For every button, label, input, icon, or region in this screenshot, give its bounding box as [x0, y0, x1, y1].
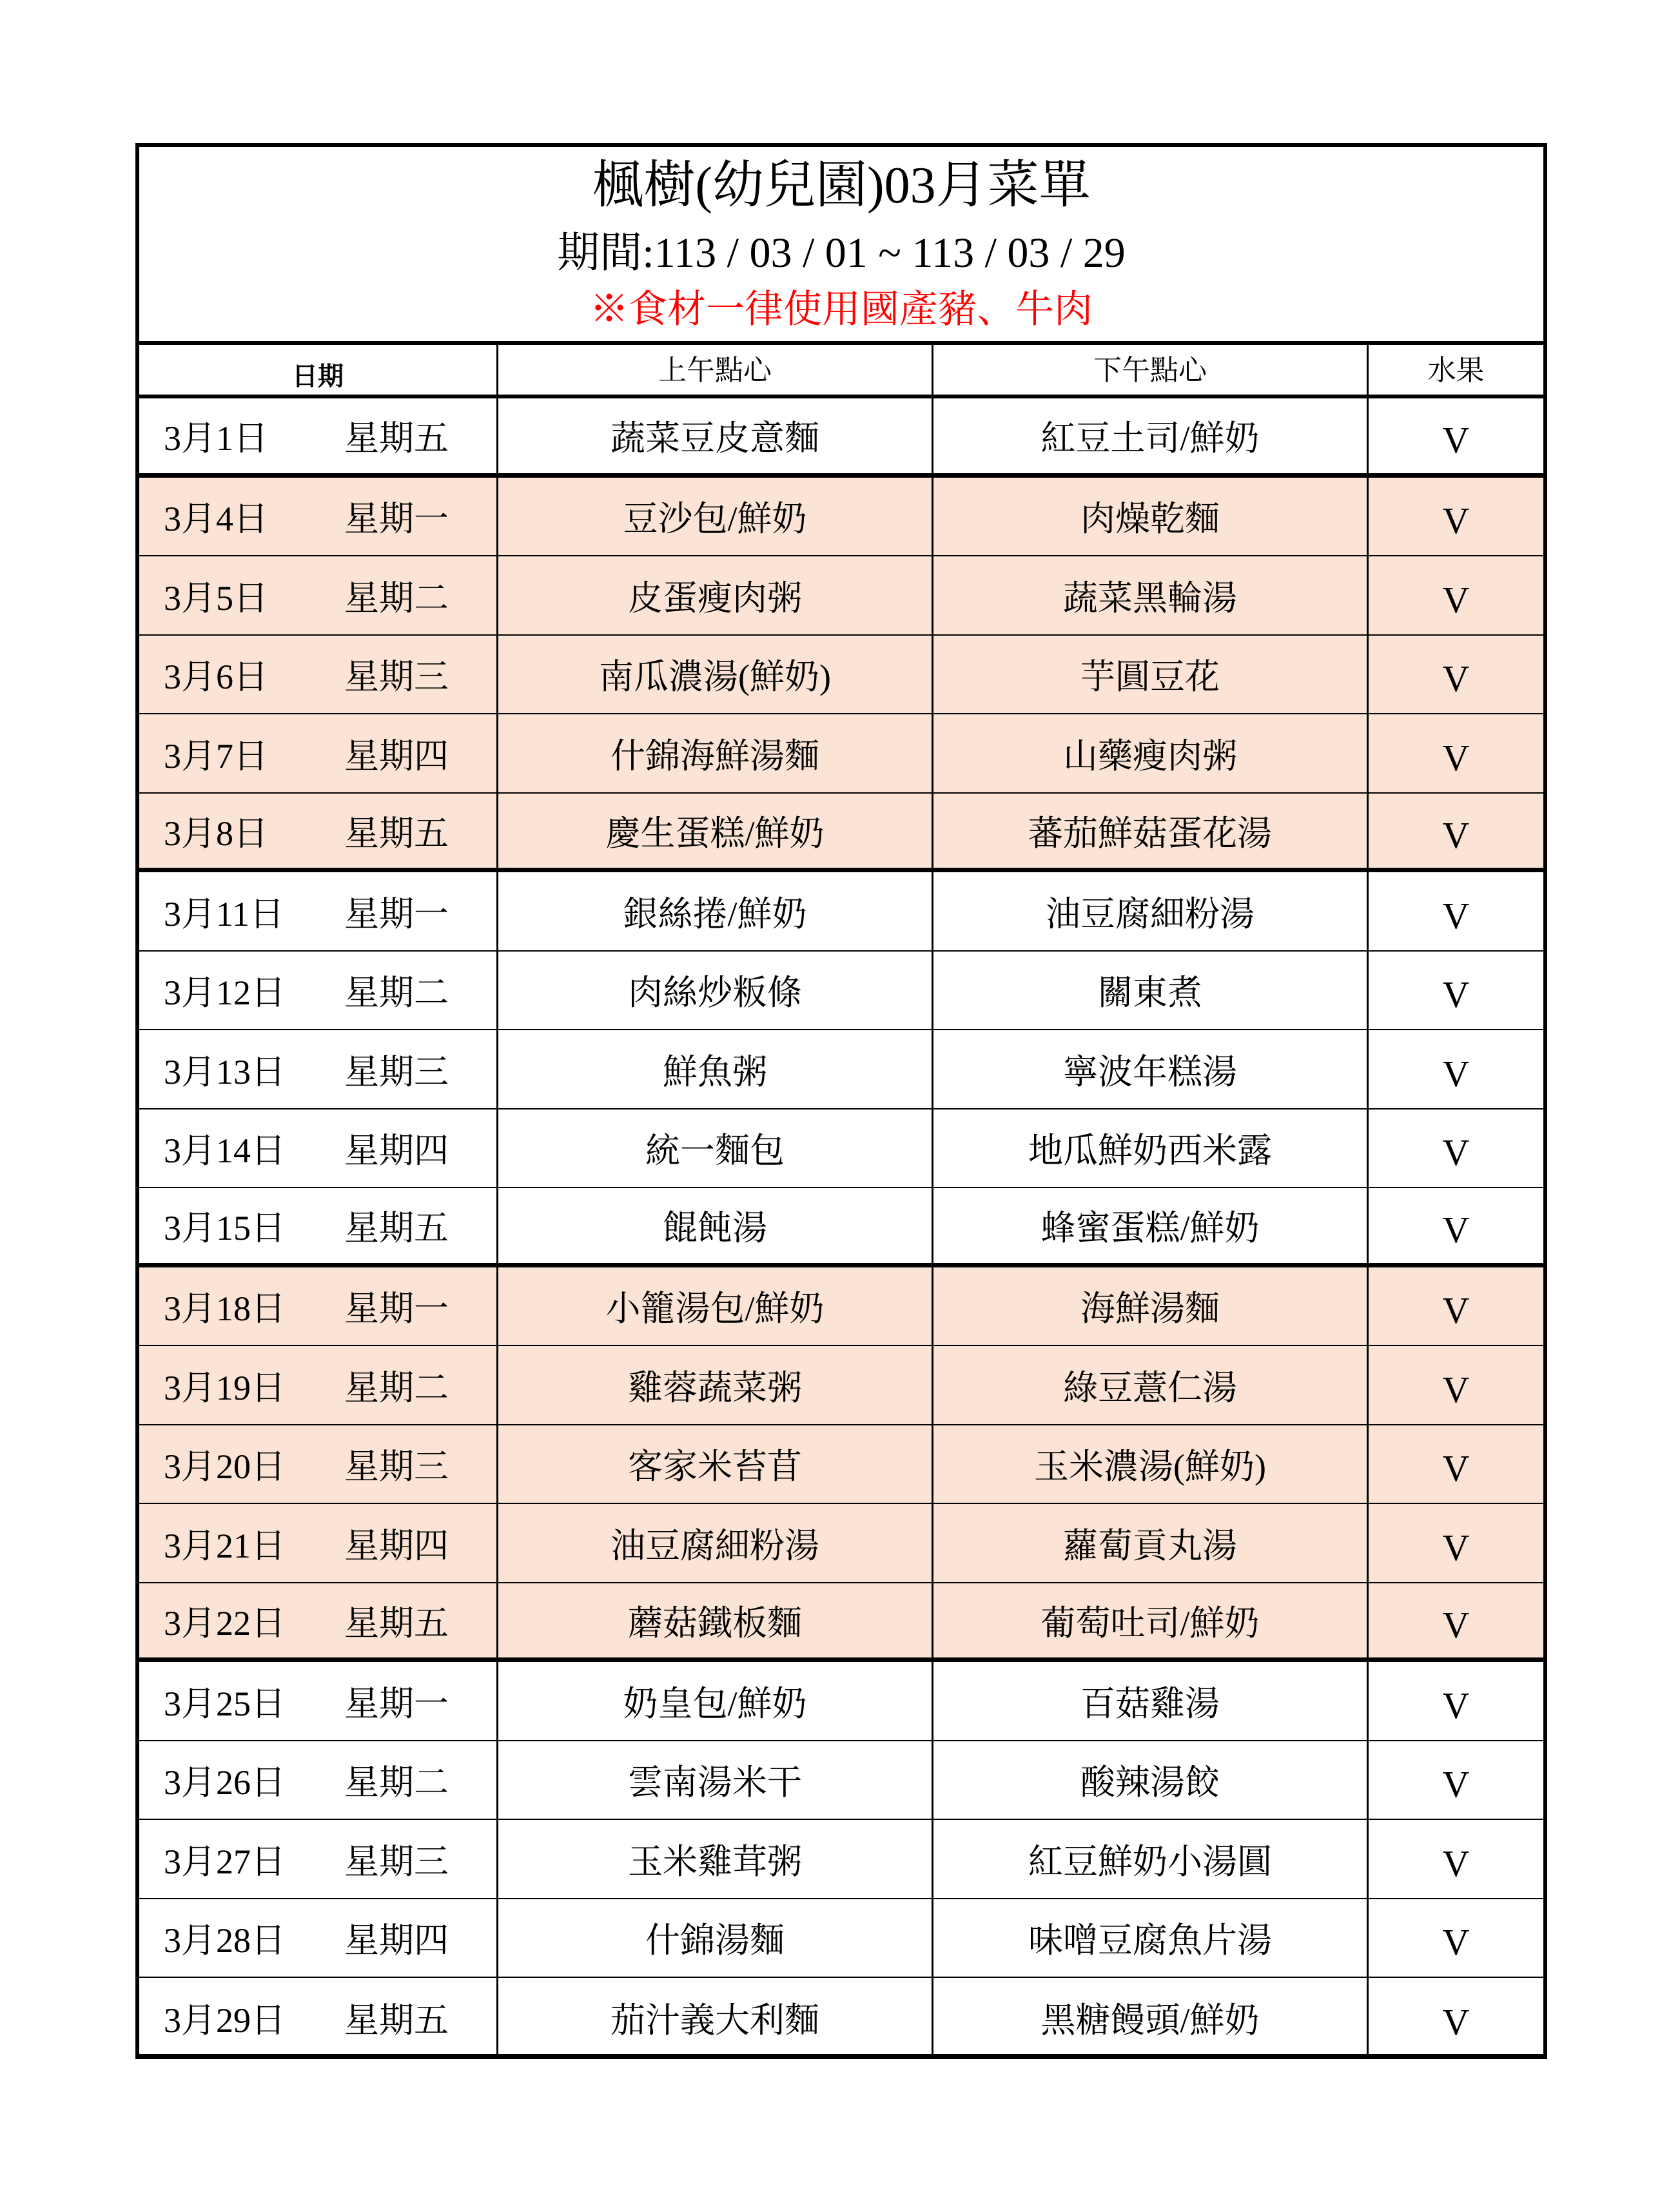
- morning-snack-cell: 豆沙包/鮮奶: [498, 478, 933, 556]
- weekday-label: 星期二: [344, 1368, 449, 1407]
- date-label: 3月15日: [164, 1209, 286, 1248]
- date-label: 3月28日: [164, 1921, 286, 1960]
- afternoon-snack-cell: 紅豆土司/鮮奶: [933, 398, 1369, 473]
- weekday-label: 星期五: [344, 814, 449, 853]
- morning-snack-cell: 南瓜濃湯(鮮奶): [498, 636, 933, 714]
- morning-snack-cell: 雞蓉蔬菜粥: [498, 1346, 933, 1424]
- table-header: [139, 345, 1543, 398]
- fruit-check-mark: V: [1442, 736, 1470, 779]
- date-label: 3月22日: [164, 1603, 286, 1643]
- weekday-label: 星期三: [344, 1052, 449, 1091]
- table-row: [139, 478, 1543, 557]
- morning-snack-cell: 蔬菜豆皮意麵: [498, 398, 933, 473]
- fruit-check-mark: V: [1442, 1684, 1470, 1726]
- table-row: [139, 1346, 1543, 1425]
- morning-snack-cell: 皮蛋瘦肉粥: [498, 556, 933, 634]
- date-cell: [139, 1820, 498, 1898]
- afternoon-snack-cell: 油豆腐細粉湯: [933, 872, 1369, 950]
- afternoon-snack-cell: 地瓜鮮奶西米露: [933, 1109, 1369, 1187]
- fruit-check-mark: V: [1442, 894, 1470, 937]
- table-row: [139, 636, 1543, 715]
- table-row: [139, 952, 1543, 1031]
- weekday-label: 星期二: [344, 973, 449, 1013]
- header-date: 日期: [139, 345, 498, 395]
- date-cell: [139, 952, 498, 1030]
- date-label: 3月1日: [164, 419, 268, 458]
- morning-snack-cell: 油豆腐細粉湯: [498, 1504, 933, 1582]
- afternoon-snack-cell: 綠豆薏仁湯: [933, 1346, 1369, 1424]
- table-row: [139, 1504, 1543, 1583]
- date-label: 3月13日: [164, 1052, 286, 1091]
- table-row: [139, 1188, 1543, 1267]
- weekday-label: 星期五: [344, 2000, 449, 2040]
- fruit-check-mark: V: [1442, 1447, 1470, 1490]
- table-row: [139, 794, 1543, 873]
- fruit-check-mark: V: [1442, 814, 1470, 856]
- afternoon-snack-cell: 味噌豆腐魚片湯: [933, 1899, 1369, 1977]
- weekday-label: 星期四: [344, 1131, 449, 1171]
- date-label: 3月29日: [164, 2000, 286, 2040]
- date-cell: [139, 1267, 498, 1345]
- afternoon-snack-cell: 百菇雞湯: [933, 1662, 1369, 1740]
- date-cell: [139, 794, 498, 868]
- date-cell: [139, 478, 498, 556]
- weekday-label: 星期二: [344, 1763, 449, 1803]
- afternoon-snack-cell: 葡萄吐司/鮮奶: [933, 1583, 1369, 1658]
- date-label: 3月26日: [164, 1763, 286, 1803]
- date-cell: [139, 398, 498, 473]
- afternoon-snack-cell: 酸辣湯餃: [933, 1741, 1369, 1819]
- fruit-check-mark: V: [1442, 578, 1470, 621]
- afternoon-snack-cell: 紅豆鮮奶小湯圓: [933, 1820, 1369, 1898]
- date-cell: [139, 1188, 498, 1263]
- morning-snack-cell: 蘑菇鐵板麵: [498, 1583, 933, 1658]
- date-label: 3月12日: [164, 973, 286, 1013]
- date-cell: [139, 1583, 498, 1658]
- date-label: 3月4日: [164, 500, 268, 539]
- weekday-label: 星期二: [344, 578, 449, 618]
- date-label: 3月21日: [164, 1526, 286, 1565]
- table-row: [139, 1741, 1543, 1821]
- morning-snack-cell: 銀絲捲/鮮奶: [498, 872, 933, 950]
- menu-period: 期間:113 / 03 / 01 ~ 113 / 03 / 29: [557, 230, 1126, 277]
- afternoon-snack-cell: 蜂蜜蛋糕/鮮奶: [933, 1188, 1369, 1263]
- weekday-label: 星期一: [344, 1289, 449, 1329]
- weekday-label: 星期三: [344, 1447, 449, 1487]
- fruit-check-mark: V: [1442, 419, 1470, 462]
- fruit-check-mark: V: [1442, 973, 1470, 1016]
- menu-title: 楓樹(幼兒園)03月菜單: [592, 157, 1091, 214]
- table-row: [139, 1978, 1543, 2057]
- table-row: [139, 556, 1543, 636]
- date-label: 3月7日: [164, 736, 268, 776]
- fruit-check-mark: V: [1442, 500, 1470, 542]
- date-label: 3月25日: [164, 1684, 286, 1723]
- fruit-check-mark: V: [1442, 1526, 1470, 1569]
- fruit-check-mark: V: [1442, 1763, 1470, 1806]
- date-label: 3月6日: [164, 658, 268, 697]
- date-cell: [139, 1741, 498, 1819]
- weekday-label: 星期四: [344, 1526, 449, 1565]
- header-morning-snack: 上午點心: [498, 345, 933, 395]
- morning-snack-cell: 慶生蛋糕/鮮奶: [498, 794, 933, 868]
- fruit-check-mark: V: [1442, 1603, 1470, 1646]
- fruit-check-mark: V: [1442, 1368, 1470, 1411]
- table-row: [139, 1899, 1543, 1979]
- afternoon-snack-cell: 蘿蔔貢丸湯: [933, 1504, 1369, 1582]
- table-row: [139, 872, 1543, 952]
- date-cell: [139, 1109, 498, 1187]
- title-block: [139, 147, 1543, 345]
- date-cell: [139, 1425, 498, 1503]
- morning-snack-cell: 小籠湯包/鮮奶: [498, 1267, 933, 1345]
- date-label: 3月8日: [164, 814, 268, 853]
- morning-snack-cell: 茄汁義大利麵: [498, 1978, 933, 2057]
- afternoon-snack-cell: 寧波年糕湯: [933, 1030, 1369, 1108]
- weekday-label: 星期一: [344, 500, 449, 539]
- date-cell: [139, 1504, 498, 1582]
- afternoon-snack-cell: 蕃茄鮮菇蛋花湯: [933, 794, 1369, 868]
- table-row: [139, 1583, 1543, 1663]
- date-label: 3月18日: [164, 1289, 286, 1329]
- fruit-check-mark: V: [1442, 1209, 1470, 1251]
- morning-snack-cell: 餛飩湯: [498, 1188, 933, 1263]
- date-cell: [139, 556, 498, 634]
- table-row: [139, 1267, 1543, 1347]
- weekday-label: 星期一: [344, 894, 449, 933]
- table-row: [139, 1030, 1543, 1109]
- ingredient-note: ※食材一律使用國產豬、牛肉: [590, 288, 1093, 331]
- menu-sheet: [135, 143, 1547, 2059]
- morning-snack-cell: 奶皇包/鮮奶: [498, 1662, 933, 1740]
- morning-snack-cell: 什錦湯麵: [498, 1899, 933, 1977]
- date-label: 3月20日: [164, 1447, 286, 1487]
- weekday-label: 星期四: [344, 736, 449, 776]
- weekday-label: 星期三: [344, 1842, 449, 1881]
- weekday-label: 星期四: [344, 1921, 449, 1960]
- afternoon-snack-cell: 海鮮湯麵: [933, 1267, 1369, 1345]
- table-row: [139, 398, 1543, 478]
- weekday-label: 星期五: [344, 419, 449, 458]
- date-label: 3月11日: [164, 894, 284, 933]
- date-cell: [139, 714, 498, 792]
- date-label: 3月14日: [164, 1131, 286, 1171]
- morning-snack-cell: 客家米苔苜: [498, 1425, 933, 1503]
- afternoon-snack-cell: 關東煮: [933, 952, 1369, 1030]
- fruit-check-mark: V: [1442, 1921, 1470, 1964]
- afternoon-snack-cell: 山藥瘦肉粥: [933, 714, 1369, 792]
- date-cell: [139, 1899, 498, 1977]
- date-label: 3月5日: [164, 578, 268, 618]
- fruit-check-mark: V: [1442, 1131, 1470, 1174]
- afternoon-snack-cell: 黑糖饅頭/鮮奶: [933, 1978, 1369, 2057]
- date-label: 3月27日: [164, 1842, 286, 1881]
- fruit-check-mark: V: [1442, 1842, 1470, 1884]
- fruit-check-mark: V: [1442, 2000, 1470, 2043]
- menu-rows: [139, 398, 1543, 2057]
- afternoon-snack-cell: 玉米濃湯(鮮奶): [933, 1425, 1369, 1503]
- date-cell: [139, 1978, 498, 2057]
- date-cell: [139, 636, 498, 714]
- date-cell: [139, 1662, 498, 1740]
- table-row: [139, 1425, 1543, 1505]
- morning-snack-cell: 玉米雞茸粥: [498, 1820, 933, 1898]
- morning-snack-cell: 什錦海鮮湯麵: [498, 714, 933, 792]
- afternoon-snack-cell: 芋圓豆花: [933, 636, 1369, 714]
- date-cell: [139, 872, 498, 950]
- weekday-label: 星期五: [344, 1603, 449, 1643]
- table-row: [139, 1820, 1543, 1899]
- fruit-check-mark: V: [1442, 658, 1470, 700]
- table-row: [139, 1662, 1543, 1741]
- weekday-label: 星期一: [344, 1684, 449, 1723]
- table-row: [139, 1109, 1543, 1189]
- fruit-check-mark: V: [1442, 1052, 1470, 1095]
- table-row: [139, 714, 1543, 794]
- header-fruit: 水果: [1427, 354, 1485, 386]
- fruit-check-mark: V: [1442, 1289, 1470, 1332]
- weekday-label: 星期五: [344, 1209, 449, 1248]
- date-cell: [139, 1346, 498, 1424]
- weekday-label: 星期三: [344, 658, 449, 697]
- afternoon-snack-cell: 肉燥乾麵: [933, 478, 1369, 556]
- header-afternoon-snack: 下午點心: [933, 345, 1369, 395]
- afternoon-snack-cell: 蔬菜黑輪湯: [933, 556, 1369, 634]
- morning-snack-cell: 雲南湯米干: [498, 1741, 933, 1819]
- date-label: 3月19日: [164, 1368, 286, 1407]
- date-cell: [139, 1030, 498, 1108]
- morning-snack-cell: 肉絲炒粄條: [498, 952, 933, 1030]
- morning-snack-cell: 鮮魚粥: [498, 1030, 933, 1108]
- morning-snack-cell: 統一麵包: [498, 1109, 933, 1187]
